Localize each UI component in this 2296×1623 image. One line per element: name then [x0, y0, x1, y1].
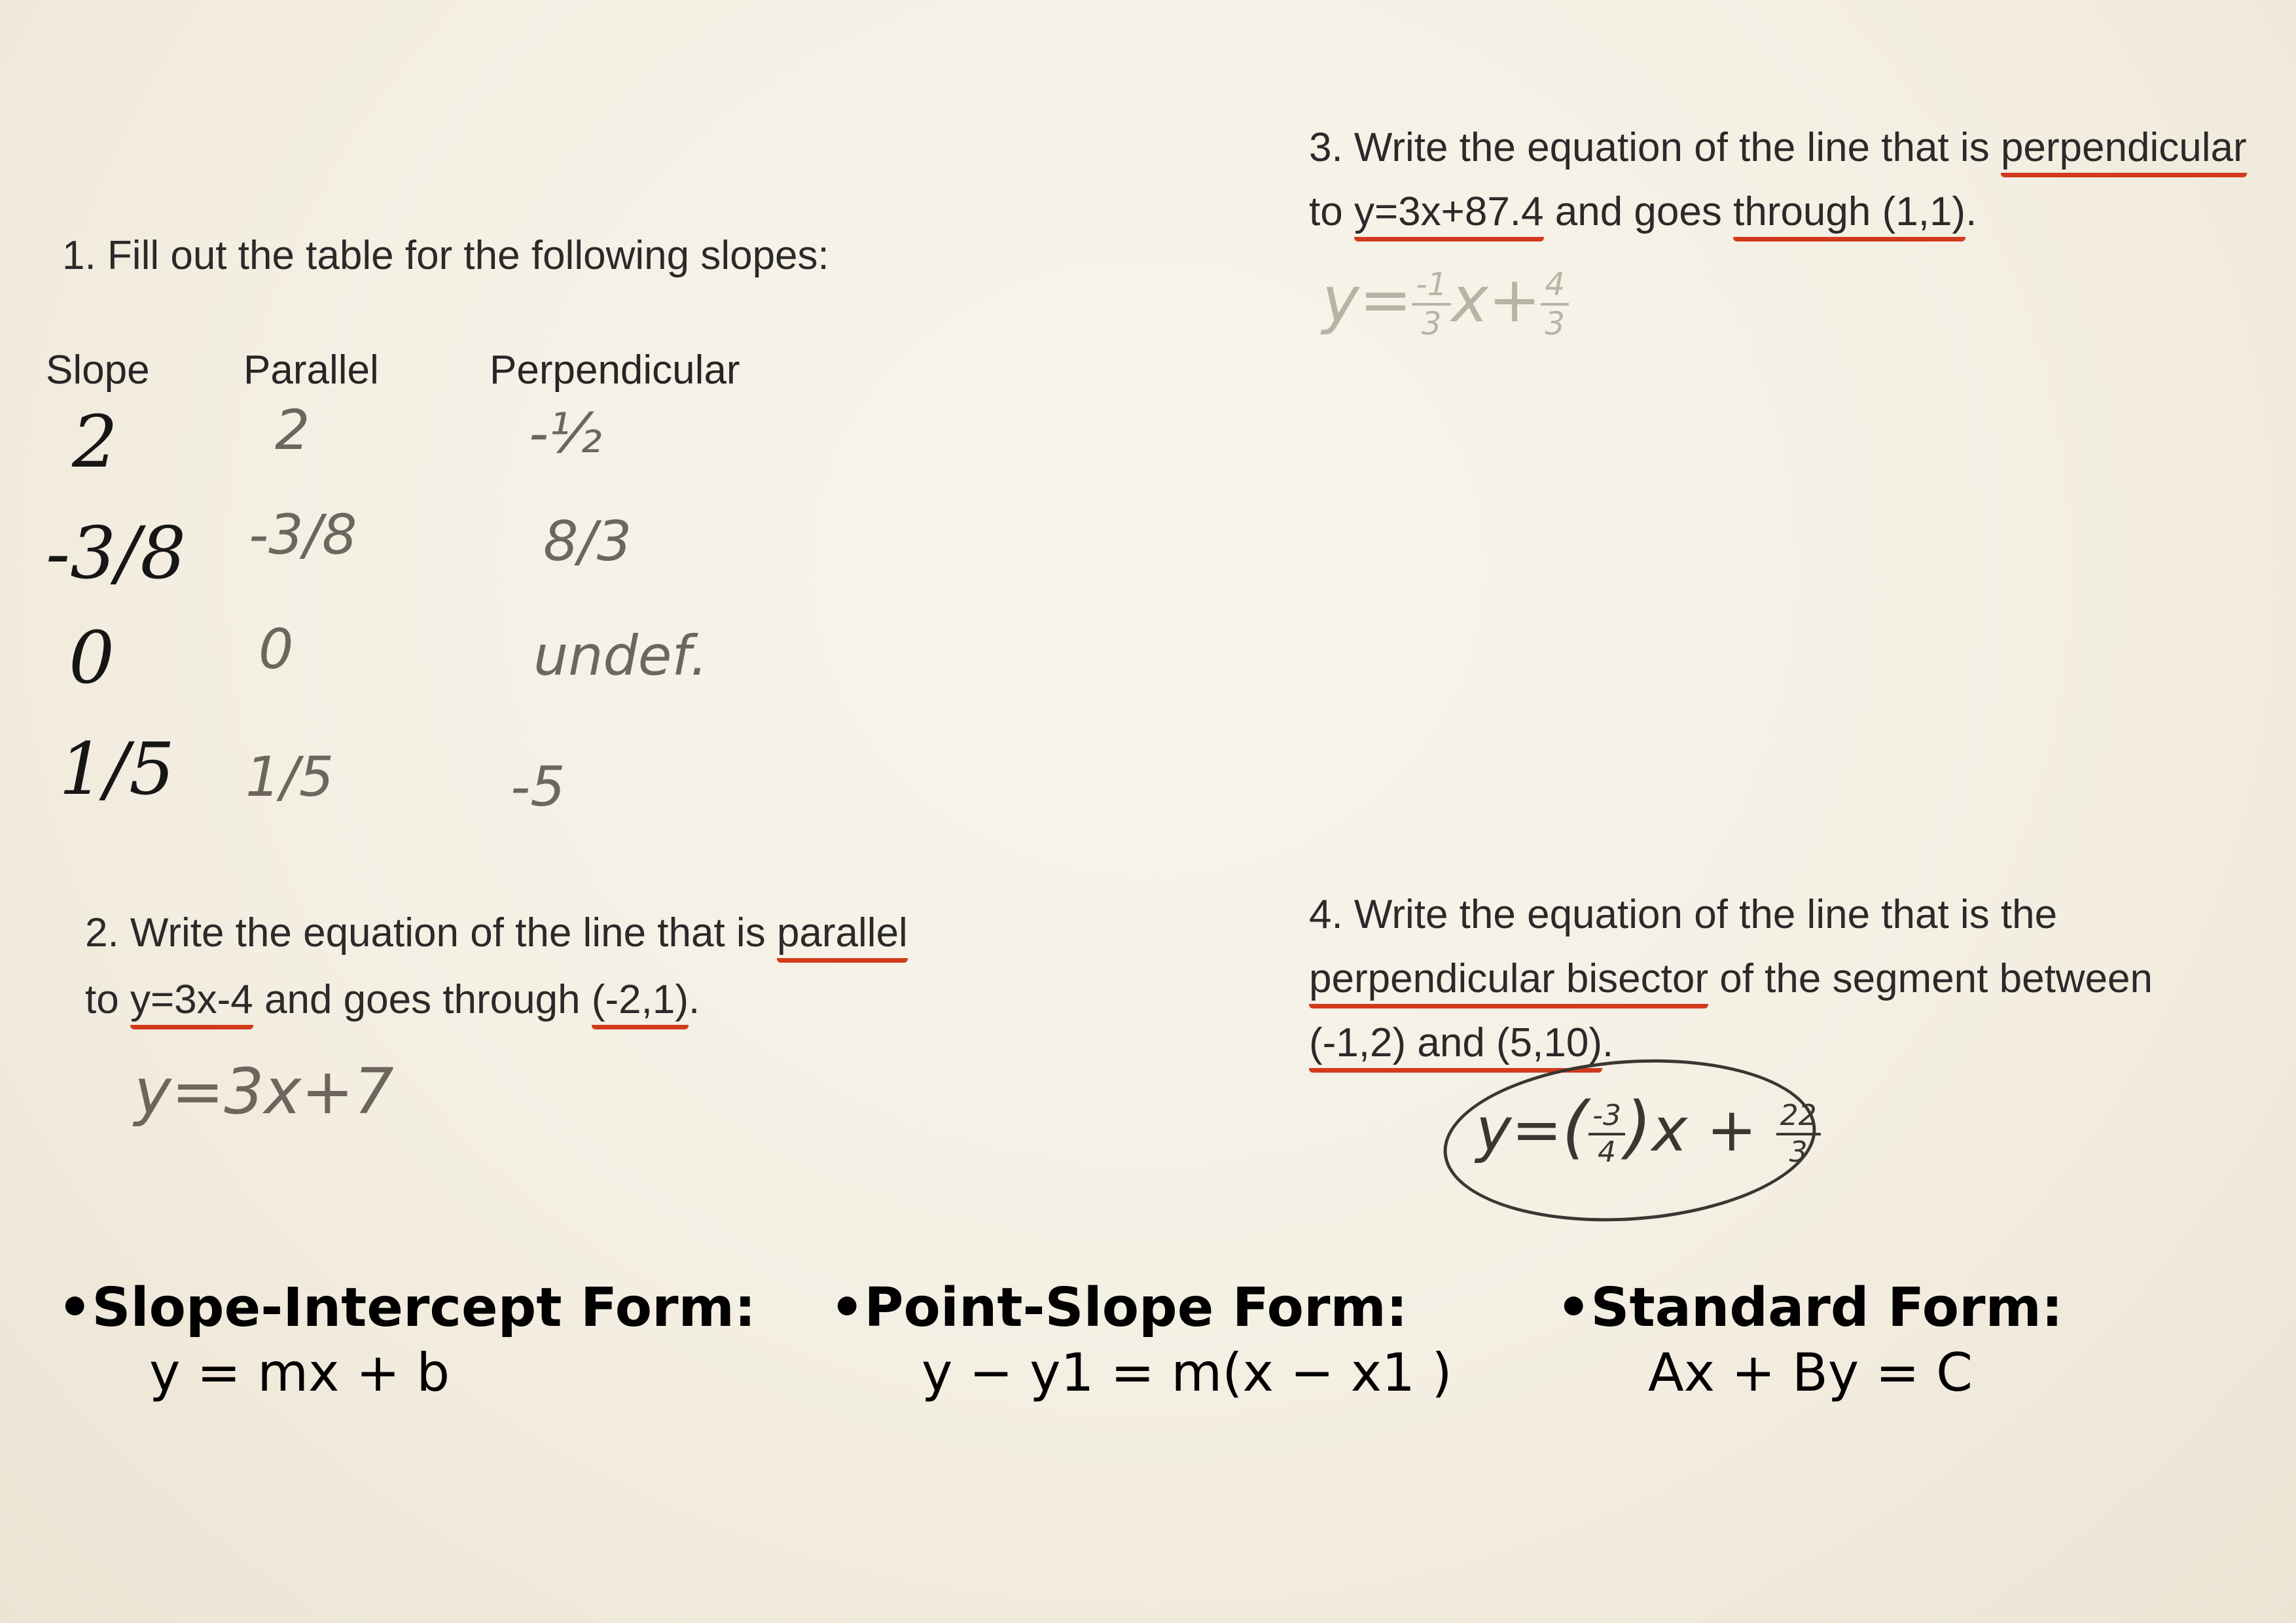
fraction-denominator: 3	[1421, 305, 1442, 342]
header-parallel: Parallel	[243, 348, 379, 393]
slope-cell: 1/5	[59, 727, 175, 811]
q3-answer-lhs: y=	[1322, 263, 1412, 336]
q4-keyword-perpendicular-bisector: perpendicular bisector	[1309, 956, 1708, 1008]
q4-answer-intercept	[1776, 1098, 1821, 1169]
form-equation-slope-intercept: y = mx + b	[149, 1342, 450, 1403]
q3-text: .	[1965, 189, 1977, 234]
fraction-numerator: -1	[1412, 269, 1451, 306]
fraction-denominator: 4	[1598, 1135, 1617, 1169]
header-perpendicular: Perpendicular	[490, 348, 740, 393]
q2-text: and goes through	[253, 977, 592, 1022]
q4-answer: y=( $\frac{-3}{4}$ )x + $\frac{22}{3}$	[1476, 1093, 1821, 1167]
q2-text: 2. Write the equation of the line that is	[85, 910, 777, 955]
q3-answer-intercept	[1541, 266, 1569, 342]
q4-answer-slope	[1588, 1098, 1625, 1169]
q1-prompt: 1. Fill out the table for the following slopes:	[62, 233, 829, 278]
q3-keyword-perpendicular: perpendicular	[2001, 125, 2247, 177]
q4-prompt-line3	[1309, 1020, 1614, 1065]
form-title-slope-intercept: •Slope-Intercept Form:	[58, 1277, 756, 1339]
perpendicular-cell: undef.	[533, 624, 708, 688]
parallel-cell: 1/5	[245, 745, 334, 809]
q3-text: and goes	[1543, 189, 1734, 234]
q3-prompt-line2	[1309, 189, 1977, 234]
q3-given-point: through (1,1)	[1733, 189, 1965, 241]
perpendicular-cell: 8/3	[543, 509, 632, 573]
q2-keyword-parallel: parallel	[777, 910, 908, 963]
form-equation-standard: Ax + By = C	[1648, 1342, 1973, 1403]
q4-given-points: (-1,2) and (5,10)	[1309, 1020, 1602, 1073]
perpendicular-cell: -5	[511, 755, 565, 819]
q3-prompt-line1	[1309, 125, 2247, 170]
q4-text: .	[1602, 1020, 1614, 1065]
slope-cell: 0	[69, 616, 115, 700]
q3-given-line: y=3x+87.4	[1354, 189, 1544, 241]
q3-text: to	[1309, 189, 1354, 234]
header-slope: Slope	[46, 348, 150, 393]
q4-text: of the segment between	[1708, 956, 2153, 1001]
q3-answer-mid: x+	[1451, 263, 1541, 336]
q3-text: 3. Write the equation of the line that is	[1309, 125, 2001, 170]
q3-answer	[1322, 263, 1569, 342]
slope-cell: -3/8	[46, 511, 187, 595]
q2-answer: y=3x+7	[134, 1055, 394, 1128]
fraction-denominator: 3	[1789, 1135, 1808, 1169]
fraction-numerator: 22	[1776, 1101, 1821, 1135]
q2-prompt-line1	[85, 910, 908, 955]
slope-cell: 2	[72, 400, 118, 484]
fraction-numerator: -3	[1588, 1101, 1625, 1135]
form-title-standard: •Standard Form:	[1556, 1277, 2063, 1339]
q2-given-line: y=3x-4	[130, 977, 253, 1029]
form-title-point-slope: •Point-Slope Form:	[830, 1277, 1408, 1339]
q4-prompt-line1: 4. Write the equation of the line that is the	[1309, 892, 2058, 937]
q4-answer-lhs: y=	[1476, 1095, 1562, 1165]
parallel-cell: 2	[275, 398, 310, 462]
perpendicular-cell: -½	[529, 401, 602, 465]
parallel-cell: -3/8	[249, 503, 357, 567]
fraction-denominator: 3	[1545, 305, 1565, 342]
q2-text: .	[688, 977, 700, 1022]
q2-text: to	[85, 977, 130, 1022]
q2-prompt-line2	[85, 977, 700, 1022]
q3-answer-slope	[1412, 266, 1451, 342]
q2-given-point: (-2,1)	[592, 977, 689, 1029]
q4-answer-mid: x +	[1651, 1095, 1776, 1165]
form-equation-point-slope: y − y1 = m(x − x1 )	[922, 1342, 1452, 1403]
q4-prompt-line2	[1309, 956, 2153, 1001]
fraction-numerator: 4	[1541, 269, 1569, 306]
parallel-cell: 0	[259, 617, 294, 681]
